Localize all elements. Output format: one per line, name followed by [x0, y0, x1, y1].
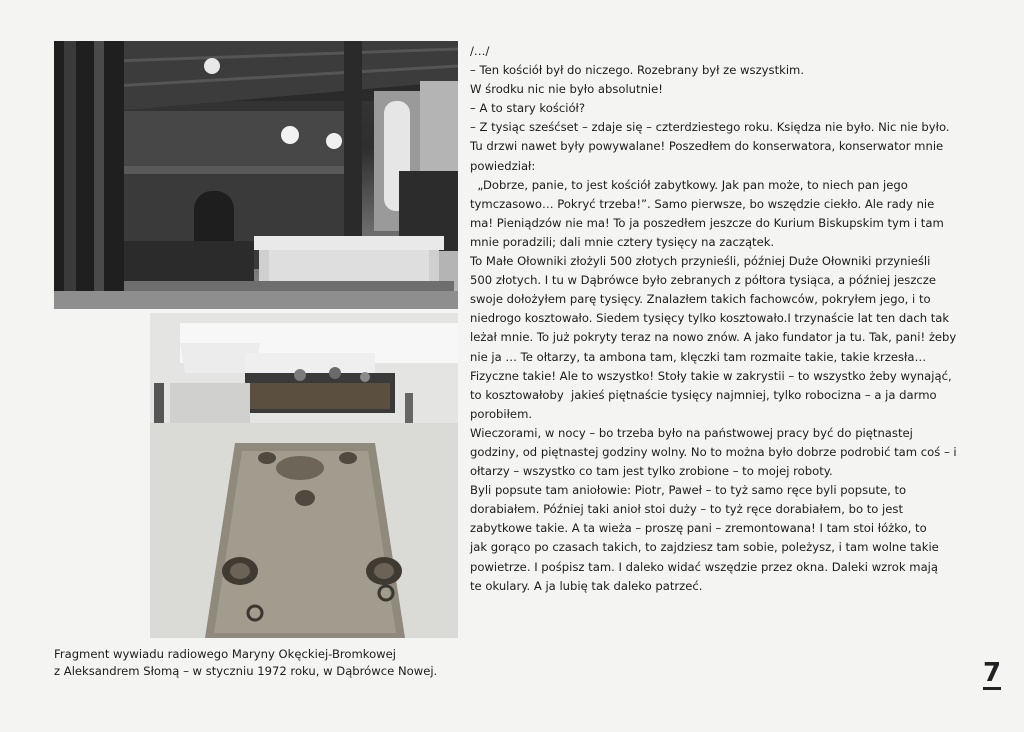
text-line: mnie poradzili; dali mnie cztery tysięcy na zaczątek. [470, 234, 775, 249]
text-line: – Ten kościół był do niczego. Rozebrany był ze wszystkim. [470, 63, 805, 78]
text-line: To Małe Ołowniki złożyli 500 złotych przynieśli, później Duże Ołowniki przynieśli [470, 254, 931, 269]
tombstone-illustration [150, 313, 458, 638]
text-line: „Dobrze, panie, to jest kościół zabytkowy. Jak pan może, to niech pan jego [470, 177, 908, 192]
text-line: godziny, od piętnastej godziny wolny. No to można było dobrze podrobić tam coś – i [470, 444, 957, 459]
text-line: /…/ [470, 44, 490, 58]
text-line: te okulary. A ja lubię tak daleko patrzeć. [470, 578, 703, 593]
interview-text [470, 42, 966, 596]
caption-line-2: z Aleksandrem Słomą – w styczniu 1972 roku, w Dąbrówce Nowej. [54, 664, 438, 678]
text-line: powiedział: [470, 158, 536, 173]
text-line: dorabiałem. Później taki anioł stoi duży – to tyż ręce dorabiałem, bo to jest [470, 502, 903, 517]
text-line: Fizyczne takie! Ale to wszystko! Stoły takie w zakrystii – to wszystko żeby wynająć, [470, 368, 952, 383]
caption-line-1: Fragment wywiadu radiowego Maryny Okęckiej-Bromkowej [54, 647, 397, 661]
text-line: – Z tysiąc sześćset – zdaje się – czterdziestego roku. Księdza nie było. Nic nie było. [470, 120, 950, 135]
text-line: jak gorąco po czasach takich, to zajdziesz tam sobie, poleżysz, i tam wolne takie [470, 540, 939, 555]
text-line: tymczasowo… Pokryć trzeba!”. Samo pierwsze, bo wszędzie ciekło. Ale rady nie [470, 196, 935, 211]
text-line: leżał mnie. To już pokryty teraz na nowo znów. A jako fundator ja tu. Tak, pani! żeby [470, 330, 957, 345]
text-line: powietrze. I pośpisz tam. I daleko widać wszędzie przez okna. Daleki wzrok mają [470, 559, 938, 574]
text-line: ma! Pieniądzów nie ma! To ja poszedłem jeszcze do Kurium Biskupskim tym i tam [470, 215, 944, 230]
text-line: swoje dołożyłem parę tysięcy. Znalazłem takich fachowców, pokryłem jego, i to [470, 292, 931, 307]
text-line: niedrogo kosztowało. Siedem tysięcy tylko kosztowało.I trzynaście lat ten dach tak [470, 311, 950, 326]
church-interior-illustration [54, 41, 458, 309]
tombstone-floor-photo [150, 313, 458, 638]
text-line: porobiłem. [470, 406, 533, 421]
photo-caption [54, 646, 454, 680]
text-line: Byli popsute tam aniołowie: Piotr, Paweł – to tyż samo ręce byli popsute, to [470, 483, 907, 498]
text-line: Tu drzwi nawet były powywalane! Poszedłem do konserwatora, konserwator mnie [470, 139, 944, 154]
text-line: to kosztowałoby jakieś piętnaście tysięcy najmniej, tylko robocizna – a ja darmo [470, 387, 937, 402]
text-line: Wieczorami, w nocy – bo trzeba było na państwowej pracy być do piętnastej [470, 425, 913, 440]
text-line: – A to stary kościół? [470, 101, 585, 116]
page-number: 7 [983, 658, 1002, 688]
church-interior-photo [54, 41, 458, 309]
text-line: W środku nic nie było absolutnie! [470, 82, 663, 97]
text-line: 500 złotych. I tu w Dąbrówce było zebranych z półtora tysiąca, a później jeszcze [470, 273, 937, 288]
text-line: zabytkowe takie. A ta wieża – proszę pani – zremontowana! I tam stoi łóżko, to [470, 521, 927, 536]
text-line: nie ja … Te ołtarzy, ta ambona tam, klęczki tam rozmaite takie, takie krzesła… [470, 349, 927, 364]
text-line: ołtarzy – wszystko co tam jest tylko zrobione – to mojej roboty. [470, 464, 833, 479]
